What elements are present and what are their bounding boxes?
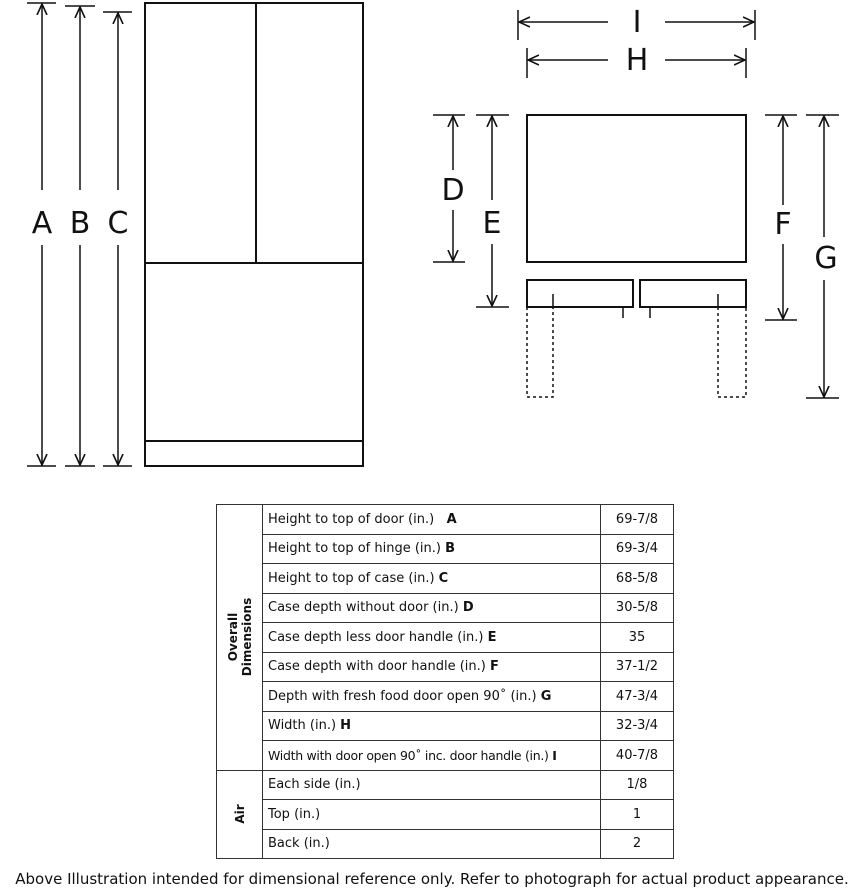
row-label-text: Case depth without door (in.): [268, 600, 459, 616]
group-label-overall-dimensions: [217, 505, 263, 771]
row-value: 1: [601, 800, 674, 830]
dim-label-g: G: [814, 241, 838, 276]
group-label-air: [217, 770, 263, 859]
row-letter: E: [487, 629, 497, 645]
fridge-top-view: [527, 115, 746, 397]
dim-label-f: F: [774, 207, 792, 242]
row-value: 1/8: [601, 770, 674, 800]
row-label: [263, 800, 601, 830]
dimensions-table: [216, 504, 674, 859]
dim-label-b: B: [69, 206, 91, 241]
row-label-text: Case depth with door handle (in.): [268, 659, 486, 675]
row-label-text: Top (in.): [268, 806, 321, 822]
row-label-text: Back (in.): [268, 836, 330, 852]
row-label: [263, 652, 601, 682]
row-letter: B: [445, 541, 456, 557]
row-value: 2: [601, 829, 674, 859]
group-label-line: Dimensions: [239, 598, 254, 677]
row-value: 47-3/4: [601, 682, 674, 712]
row-label-text: Case depth less door handle (in.): [268, 629, 484, 645]
dim-label-d: D: [441, 173, 465, 208]
group-label-line: Air: [232, 804, 247, 824]
group-label-line: Overall: [225, 613, 240, 662]
row-letter: G: [540, 688, 552, 704]
row-letter: I: [552, 747, 557, 763]
row-letter: F: [489, 659, 499, 675]
dim-label-e: E: [482, 206, 502, 241]
table-row: [217, 682, 674, 712]
table-row: [217, 770, 674, 800]
row-label: [263, 534, 601, 564]
row-label: [263, 711, 601, 741]
table-row: [217, 800, 674, 830]
row-label-text: Each side (in.): [268, 777, 361, 793]
row-label-text: Width with door open 90˚ inc. door handle (in.): [268, 747, 549, 763]
table-row: [217, 505, 674, 535]
row-label: [263, 770, 601, 800]
row-letter: D: [462, 600, 474, 616]
row-label-text: Height to top of case (in.): [268, 570, 435, 586]
table-row: [217, 829, 674, 859]
row-label: [263, 741, 601, 771]
row-label: [263, 564, 601, 594]
row-label-text: Depth with fresh food door open 90˚ (in.): [268, 688, 537, 704]
row-value: 69-7/8: [601, 505, 674, 535]
row-value: 68-5/8: [601, 564, 674, 594]
table-row: [217, 593, 674, 623]
row-label-text: Height to top of door (in.): [268, 511, 435, 527]
dim-label-h: H: [625, 43, 649, 78]
dim-label-a: A: [31, 206, 53, 241]
row-label: [263, 505, 601, 535]
fridge-front-view: [145, 3, 363, 466]
row-label-text: Width (in.): [268, 718, 337, 734]
row-label: [263, 593, 601, 623]
row-value: 32-3/4: [601, 711, 674, 741]
footnote: Above Illustration intended for dimensional reference only. Refer to photograph for actual product appearance.: [15, 870, 849, 888]
row-label: [263, 623, 601, 653]
dim-label-c: C: [107, 206, 129, 241]
row-value: 35: [601, 623, 674, 653]
row-label-text: Height to top of hinge (in.): [268, 541, 441, 557]
row-label: [263, 829, 601, 859]
row-letter: H: [340, 718, 352, 734]
row-value: 30-5/8: [601, 593, 674, 623]
table-row: [217, 711, 674, 741]
row-value: 40-7/8: [601, 741, 674, 771]
row-value: 69-3/4: [601, 534, 674, 564]
row-value: 37-1/2: [601, 652, 674, 682]
row-letter: C: [438, 570, 449, 586]
dim-label-i: I: [632, 5, 642, 40]
table-row: [217, 564, 674, 594]
row-label: [263, 682, 601, 712]
table-row: [217, 534, 674, 564]
table-row: [217, 741, 674, 771]
table-row: [217, 623, 674, 653]
table-row: [217, 652, 674, 682]
row-letter: A: [446, 511, 457, 527]
